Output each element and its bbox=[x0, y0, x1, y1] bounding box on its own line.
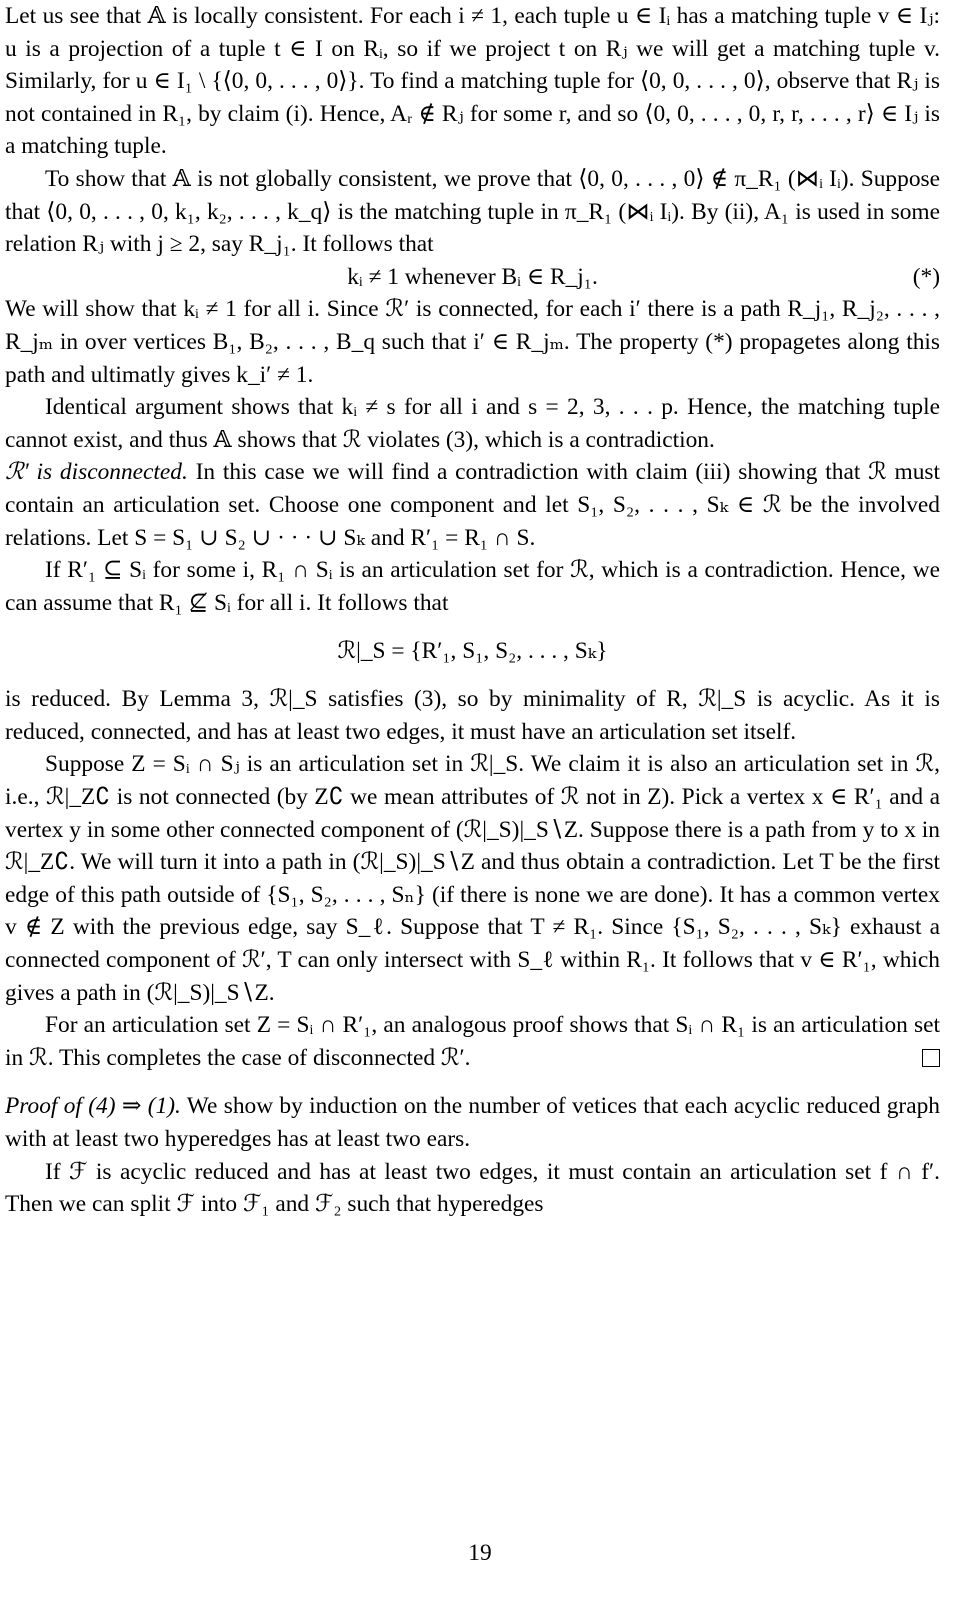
paragraph-identical-argument: Identical argument shows that kᵢ ≠ s for all i and s = 2, 3, . . . p. Hence, the matching tuple cannot exist, and thus 𝔸 shows that ℛ violates (3), which is a contradiction. bbox=[5, 394, 940, 453]
paragraph-global-consistency: To show that 𝔸 is not globally consistent, we prove that ⟨0, 0, . . . , 0⟩ ∉ π_R₁ (⋈ᵢ Iᵢ). Suppose that ⟨0, 0, . . . , 0, k₁, k₂, . . . , k_q⟩ is the matching tuple in π_R₁ (⋈ᵢ Iᵢ). By (ii), A₁ is used in some relation Rⱼ with j ≥ 2, say R_j₁. It follows that bbox=[5, 165, 940, 258]
paragraph-acyclic-split: If ℱ is acyclic reduced and has at least two edges, it must contain an articulation set f ∩ f′. Then we can split ℱ into ℱ₁ and ℱ₂ such that hyperedges bbox=[5, 1158, 940, 1218]
paragraph-subset-case: If R′₁ ⊆ Sᵢ for some i, R₁ ∩ Sᵢ is an articulation set for ℛ, which is a contradiction. Hence, we can assume that R₁ ⊈ Sᵢ for all i. It follows that bbox=[5, 557, 940, 616]
equation-star-body: kᵢ ≠ 1 whenever Bᵢ ∈ R_j₁. bbox=[347, 263, 598, 290]
paper-page bbox=[5, 0, 940, 1221]
paragraph-articulation: Suppose Z = Sᵢ ∩ Sⱼ is an articulation set in ℛ|_S. We claim it is also an articulation set in ℛ, i.e., ℛ|_Z∁ is not connected (by Z∁ we mean attributes of ℛ not in Z). Pick a vertex x ∈ R′₁ and a vertex y in some other connected component of (ℛ|_S)|_S∖Z. Suppose there is a path from y to x in ℛ|_Z∁. We will turn it into a path in (ℛ|_S)|_S∖Z and thus obtain a contradiction. Let T be the first edge of this path outside of {S₁, S₂, . . . , Sₙ} (if there is none we are done). It has a common vertex v ∉ Z with the previous edge, say S_ℓ. Suppose that T ≠ R₁. Since {S₁, S₂, . . . , Sₖ} exhaust a connected component of ℛ′, T can only intersect with S_ℓ within R₁. It follows that v ∈ R′₁, which gives a path in (ℛ|_S)|_S∖Z. bbox=[5, 751, 940, 1006]
paragraph-reduced: is reduced. By Lemma 3, ℛ|_S satisfies (3), so by minimality of R, ℛ|_S is acyclic. As it is reduced, connected, and has at least two edges, it must have an articulation set itself. bbox=[5, 686, 940, 745]
paragraph-propagation: We will show that kᵢ ≠ 1 for all i. Since ℛ′ is connected, for each i′ there is a path R_j₁, R_j₂, . . . , R_jₘ in over vertices B₁, B₂, . . . , B_q such that i′ ∈ R_jₘ. The property (*) propagetes along this path and ultimatly gives k_i′ ≠ 1. bbox=[5, 296, 940, 388]
qed-box-icon bbox=[922, 1049, 940, 1067]
paragraph-proof-4-1 bbox=[5, 1090, 940, 1155]
proof-heading: Proof of (4) ⇒ (1). bbox=[5, 1093, 181, 1120]
equation-restriction: ℛ|_S = {R′₁, S₁, S₂, . . . , Sₖ} bbox=[337, 638, 608, 665]
paragraph-analogous-body: For an articulation set Z = Sᵢ ∩ R′₁, an analogous proof shows that Sᵢ ∩ R₁ is an articulation set in ℛ. This completes the case of disconnected ℛ′. bbox=[5, 1012, 940, 1071]
paragraph-disconnected-body: In this case we will find a contradiction with claim (iii) showing that ℛ must contain an articulation set. Choose one component and let S₁, S₂, . . . , Sₖ ∈ ℛ be the involved relations. Let S = S₁ ∪ S₂ ∪ · · · ∪ Sₖ and R′₁ = R₁ ∩ S. bbox=[5, 459, 940, 551]
paragraph-analogous bbox=[5, 1009, 940, 1074]
paragraph-disconnected bbox=[5, 456, 940, 554]
paragraph-proof-4-1-body: We show by induction on the number of vetices that each acyclic reduced graph with at least two hyperedges has at least two ears. bbox=[5, 1093, 940, 1152]
page-number: 19 bbox=[468, 1540, 492, 1566]
case-heading-disconnected: ℛ′ is disconnected. bbox=[5, 459, 188, 486]
paragraph-local-consistency: Let us see that 𝔸 is locally consistent. For each i ≠ 1, each tuple u ∈ Iᵢ has a matching tuple v ∈ Iⱼ: u is a projection of a tuple t ∈ I on Rᵢ, so if we project t on Rⱼ we will get a matching tuple v. Similarly, for u ∈ I₁ \ {⟨0, 0, . . . , 0⟩}. To find a matching tuple for ⟨0, 0, . . . , 0⟩, observe that Rⱼ is not contained in R₁, by claim (i). Hence, Aᵣ ∉ Rⱼ for some r, and so ⟨0, 0, . . . , 0, r, r, . . . , r⟩ ∈ Iⱼ is a matching tuple. bbox=[5, 3, 940, 160]
equation-star-tag: (*) bbox=[912, 263, 940, 290]
equation-star bbox=[5, 261, 940, 294]
